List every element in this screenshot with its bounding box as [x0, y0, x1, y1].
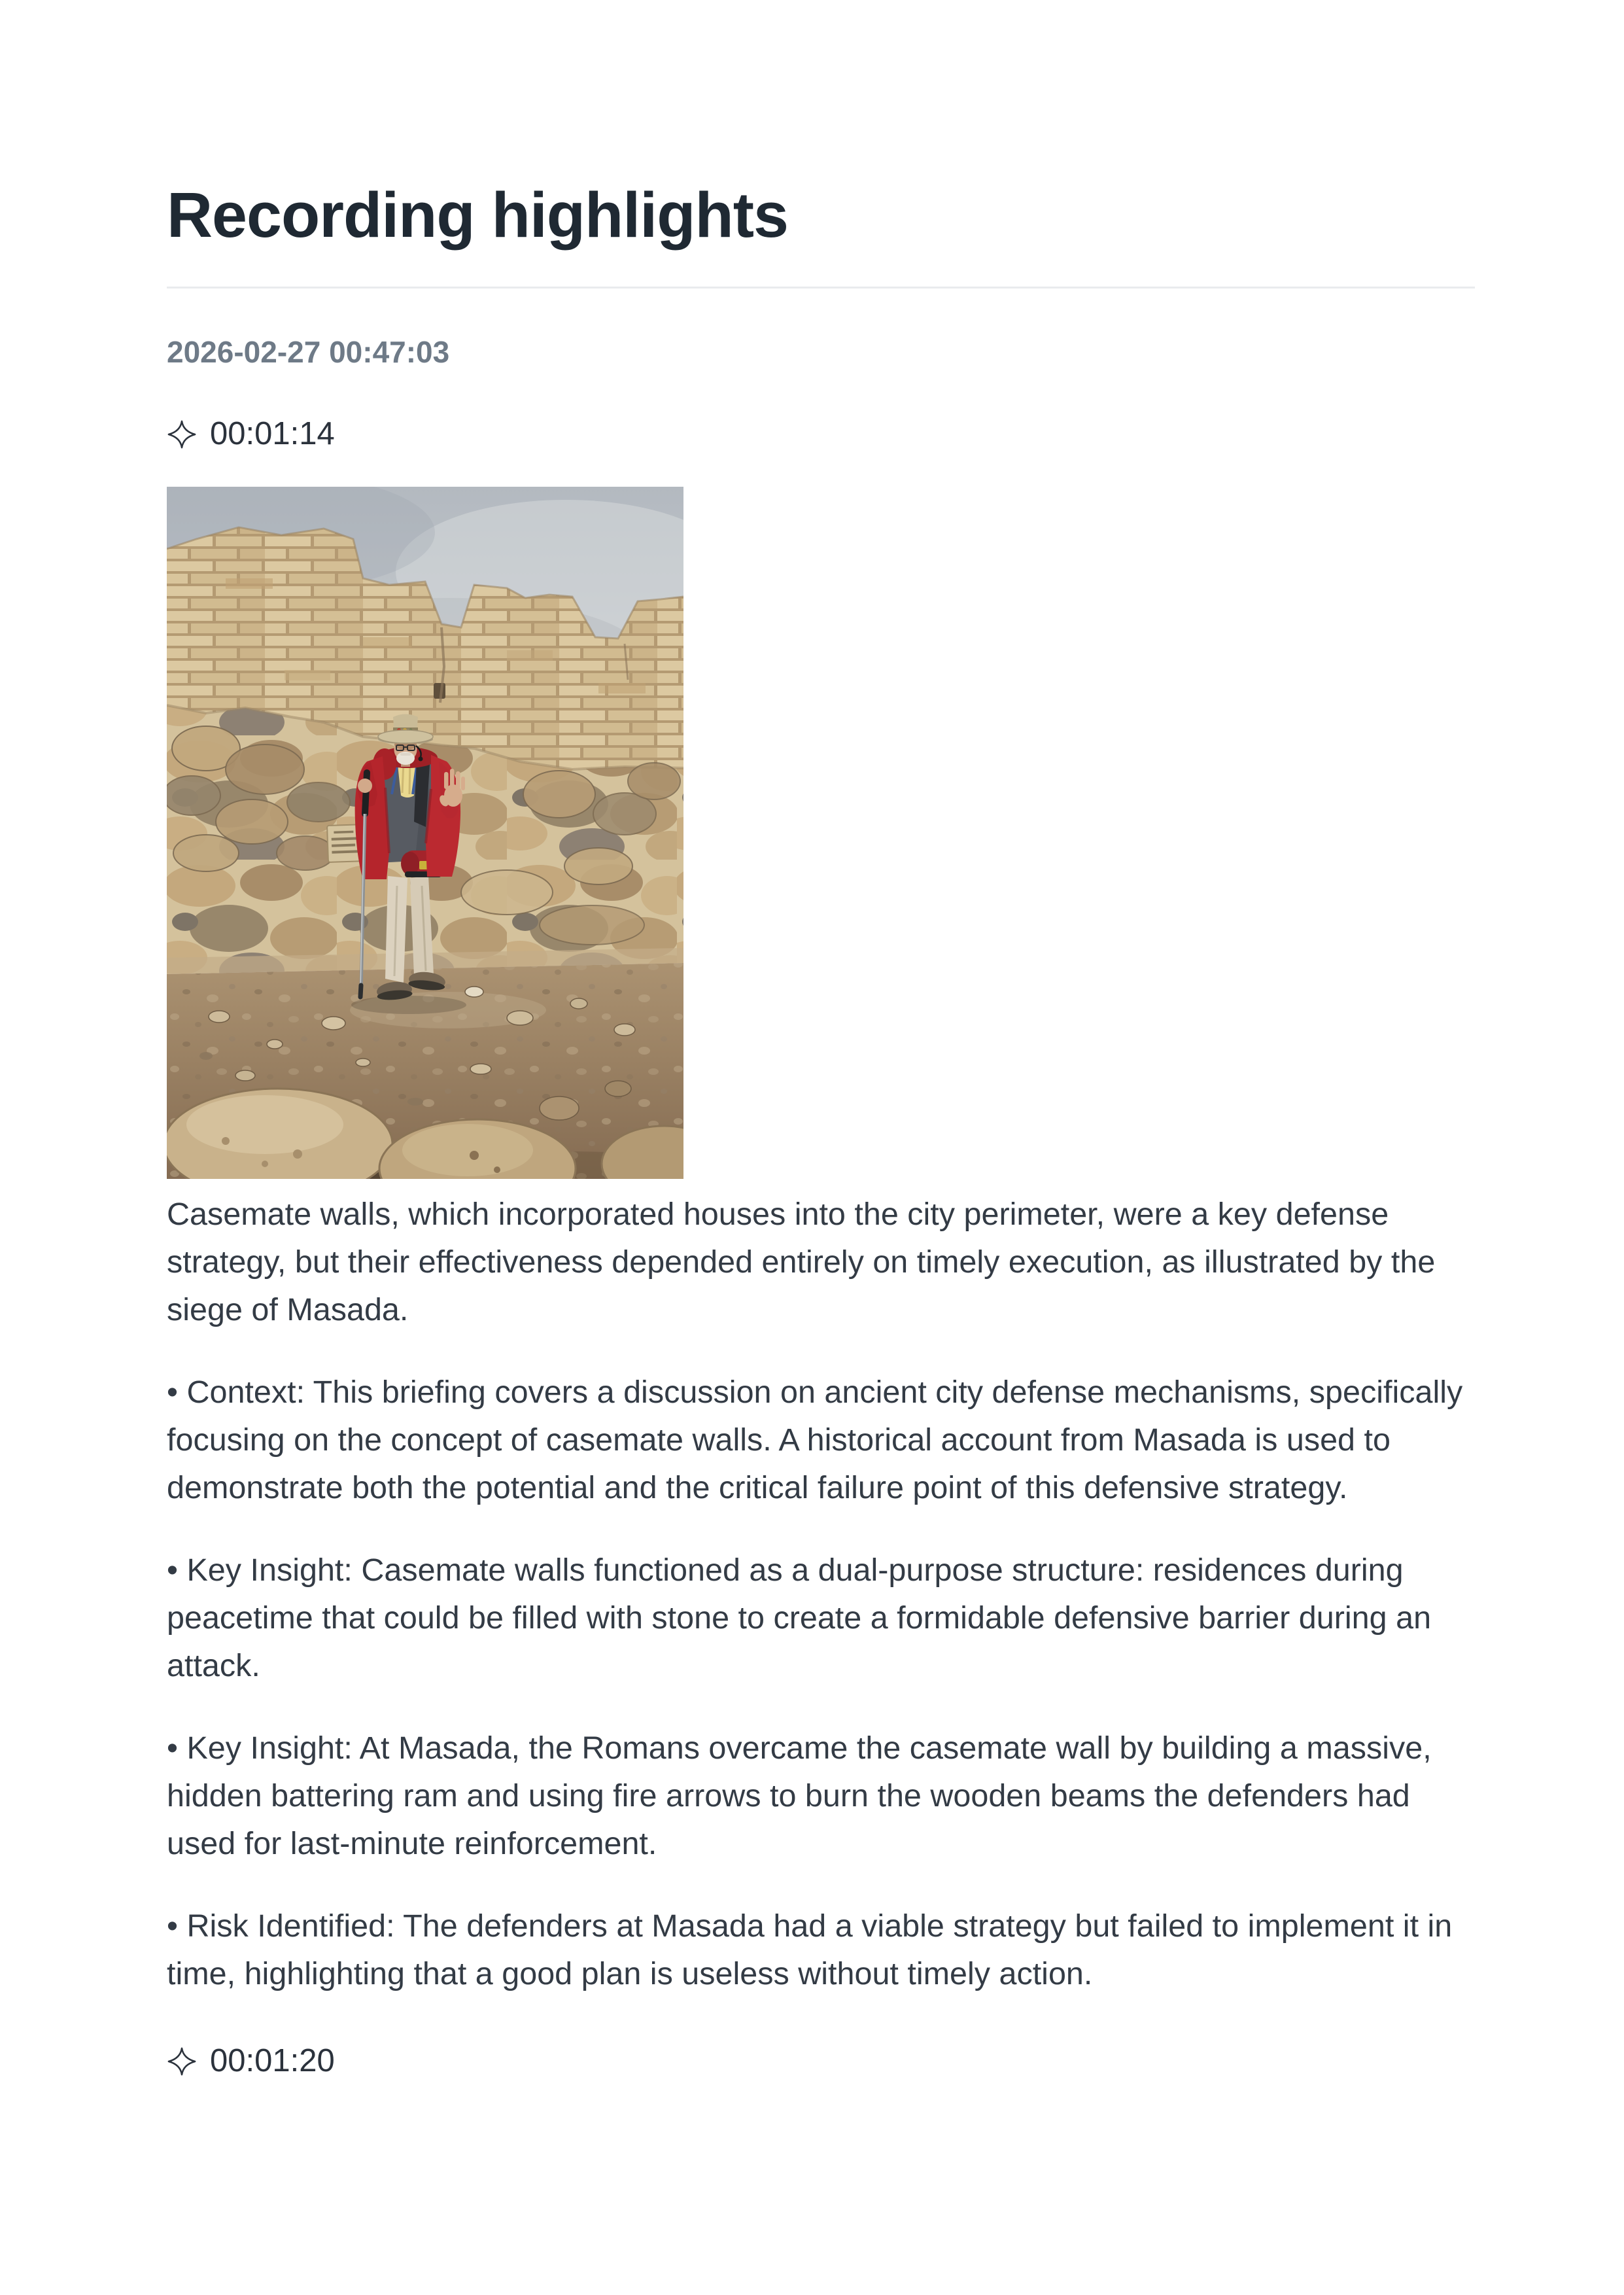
- sparkle-icon: [167, 2046, 197, 2076]
- bullet-risk-identified: • Risk Identified: The defenders at Masada had a viable strategy but failed to implement it in time, highlighting that a good plan is useless without timely action.: [167, 1908, 1453, 1992]
- sparkle-icon: [167, 419, 197, 449]
- page-title: Recording highlights: [167, 179, 788, 251]
- time-marker-start[interactable]: [167, 410, 1475, 458]
- time-marker-end[interactable]: [167, 2037, 1475, 2085]
- bullet-key-insight-2: • Key Insight: At Masada, the Romans overcame the casemate wall by building a massive, hidden battering ram and using fire arrows to burn the wooden beams the defenders had used for last-minute reinforcement.: [167, 1730, 1432, 1862]
- bullet-context: • Context: This briefing covers a discussion on ancient city defense mechanisms, specifically focusing on the concept of casemate walls. A historical account from Masada is used to demonstrate both the potential and the critical failure point of this defensive strategy.: [167, 1375, 1463, 1506]
- marker-time-label: 00:01:14: [210, 416, 335, 452]
- bullet-key-insight-1: • Key Insight: Casemate walls functioned as a dual-purpose structure: residences during peacetime that could be filled with stone to create a formidable defensive barrier during an attack.: [167, 1552, 1432, 1684]
- summary-paragraph: Casemate walls, which incorporated houses into the city perimeter, were a key defense strategy, but their effectiveness depended entirely on timely execution, as illustrated by the siege of Masada.: [167, 1197, 1436, 1328]
- recording-timestamp: 2026-02-27 00:47:03: [167, 335, 450, 370]
- marker-time-label: 00:01:20: [210, 2043, 335, 2079]
- page-content: [167, 0, 1475, 2085]
- recording-photo: [167, 487, 683, 1179]
- title-divider: [167, 287, 1475, 289]
